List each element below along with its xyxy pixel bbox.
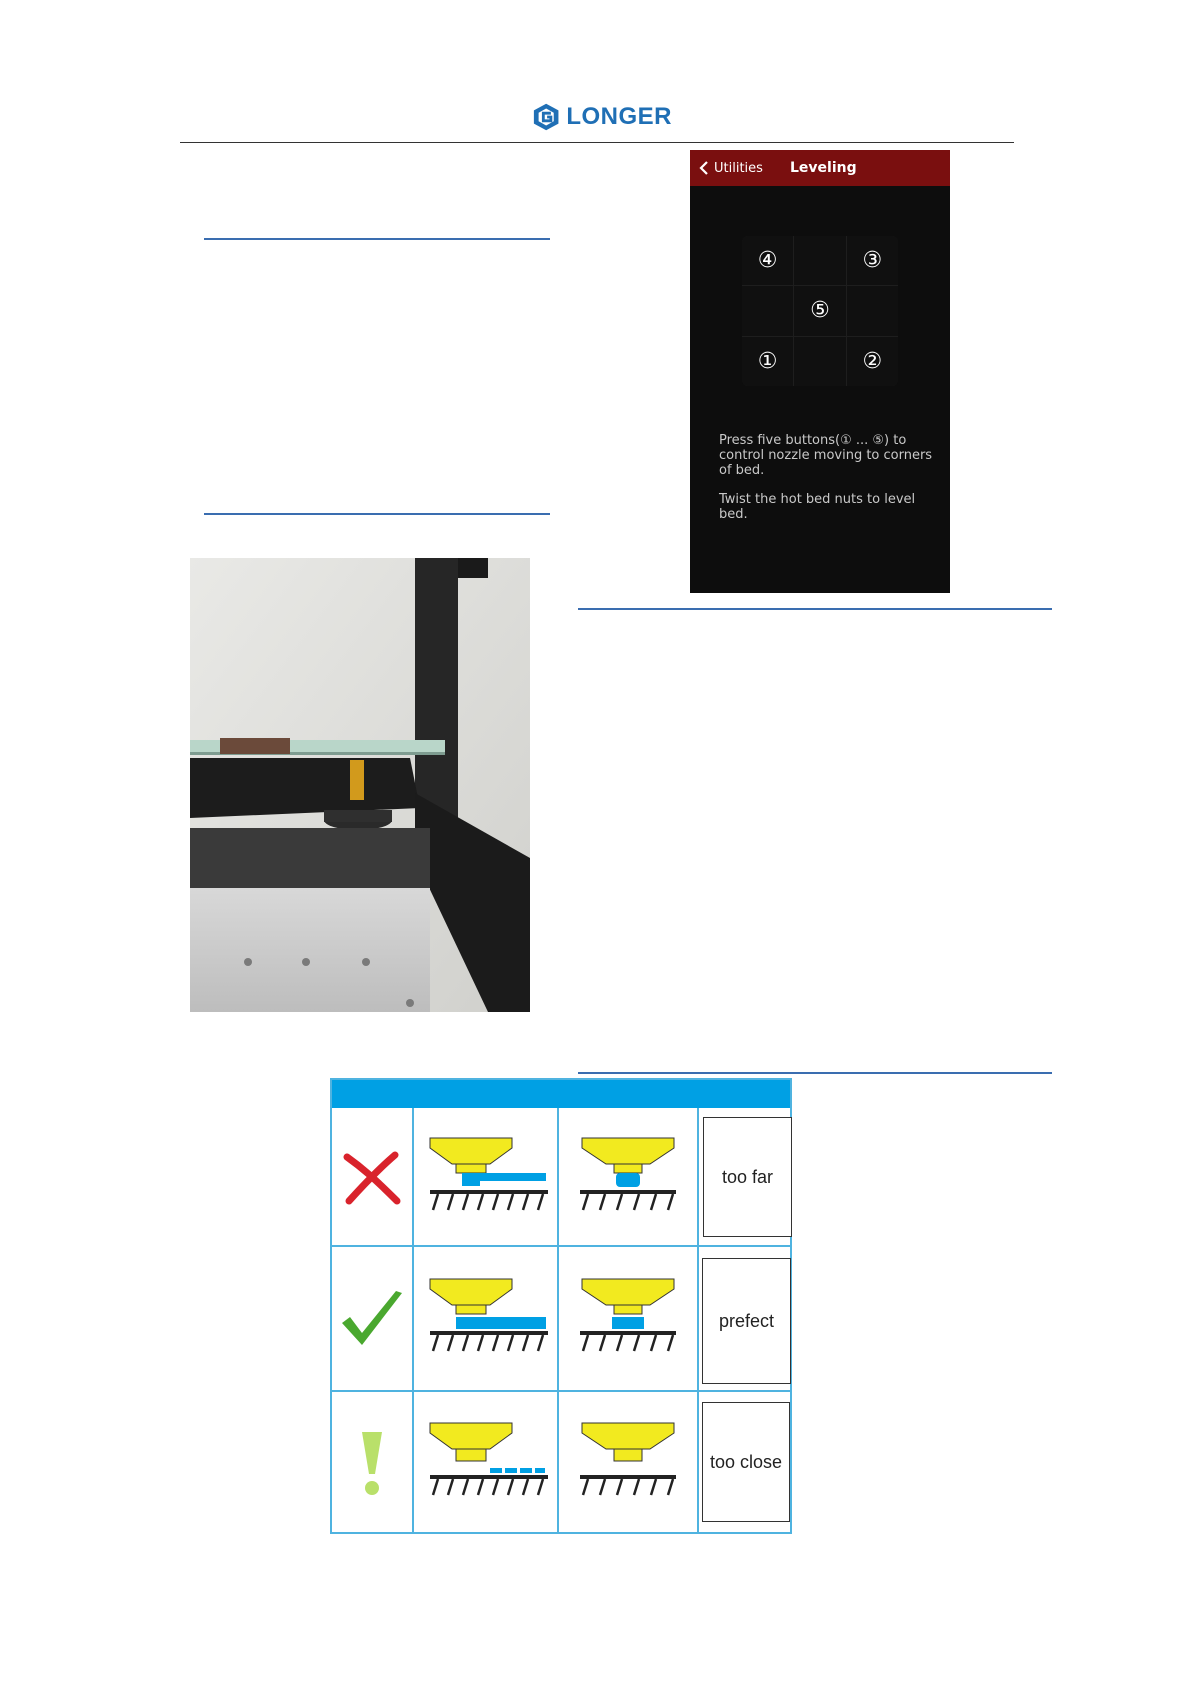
status-cell <box>332 1110 412 1245</box>
hot-bed-photo <box>190 558 530 1012</box>
nozzle-illustration-side <box>559 1110 697 1245</box>
back-button[interactable] <box>698 150 763 186</box>
chart-header <box>332 1080 790 1108</box>
leveling-screen <box>690 150 950 593</box>
grid-line <box>697 1108 699 1534</box>
distance-label: too far <box>703 1117 792 1237</box>
check-icon <box>340 1289 404 1349</box>
chevron-left-icon <box>698 160 710 176</box>
distance-label: too close <box>702 1402 790 1522</box>
longer-logo-icon <box>532 102 560 132</box>
nozzle-illustration-wide <box>414 1247 557 1390</box>
leveling-button-grid <box>742 236 898 386</box>
section-divider <box>204 238 550 240</box>
nozzle-distance-chart <box>330 1078 792 1534</box>
section-divider <box>578 608 1052 610</box>
point-2-button[interactable]: ② <box>847 337 898 386</box>
leveling-instructions <box>719 433 934 536</box>
nozzle-illustration-side <box>559 1247 697 1390</box>
cross-icon <box>343 1151 401 1205</box>
header-divider <box>180 142 1014 143</box>
brand-logo <box>532 100 672 134</box>
nozzle-illustration-wide <box>414 1392 557 1534</box>
empty-cell <box>742 286 793 335</box>
section-divider <box>578 1072 1052 1074</box>
status-cell <box>332 1392 412 1534</box>
empty-cell <box>794 236 845 285</box>
brand-name: LONGER <box>566 103 672 130</box>
distance-label: prefect <box>702 1258 791 1384</box>
instruction-text: Twist the hot bed nuts to level bed. <box>719 492 916 522</box>
empty-cell <box>794 337 845 386</box>
section-divider <box>204 513 550 515</box>
status-cell <box>332 1247 412 1390</box>
instruction-text: Press five buttons(① ... ⑤) to control nozzle moving to corners of bed. <box>719 433 933 478</box>
point-3-button[interactable]: ③ <box>847 236 898 285</box>
empty-cell <box>847 286 898 335</box>
point-5-button[interactable]: ⑤ <box>794 286 845 335</box>
point-1-button[interactable]: ① <box>742 337 793 386</box>
nozzle-illustration-side <box>559 1392 697 1534</box>
screen-title: Leveling <box>790 160 857 176</box>
exclamation-icon <box>357 1428 387 1498</box>
point-4-button[interactable]: ④ <box>742 236 793 285</box>
nozzle-illustration-wide <box>414 1110 557 1245</box>
back-label: Utilities <box>714 160 763 176</box>
